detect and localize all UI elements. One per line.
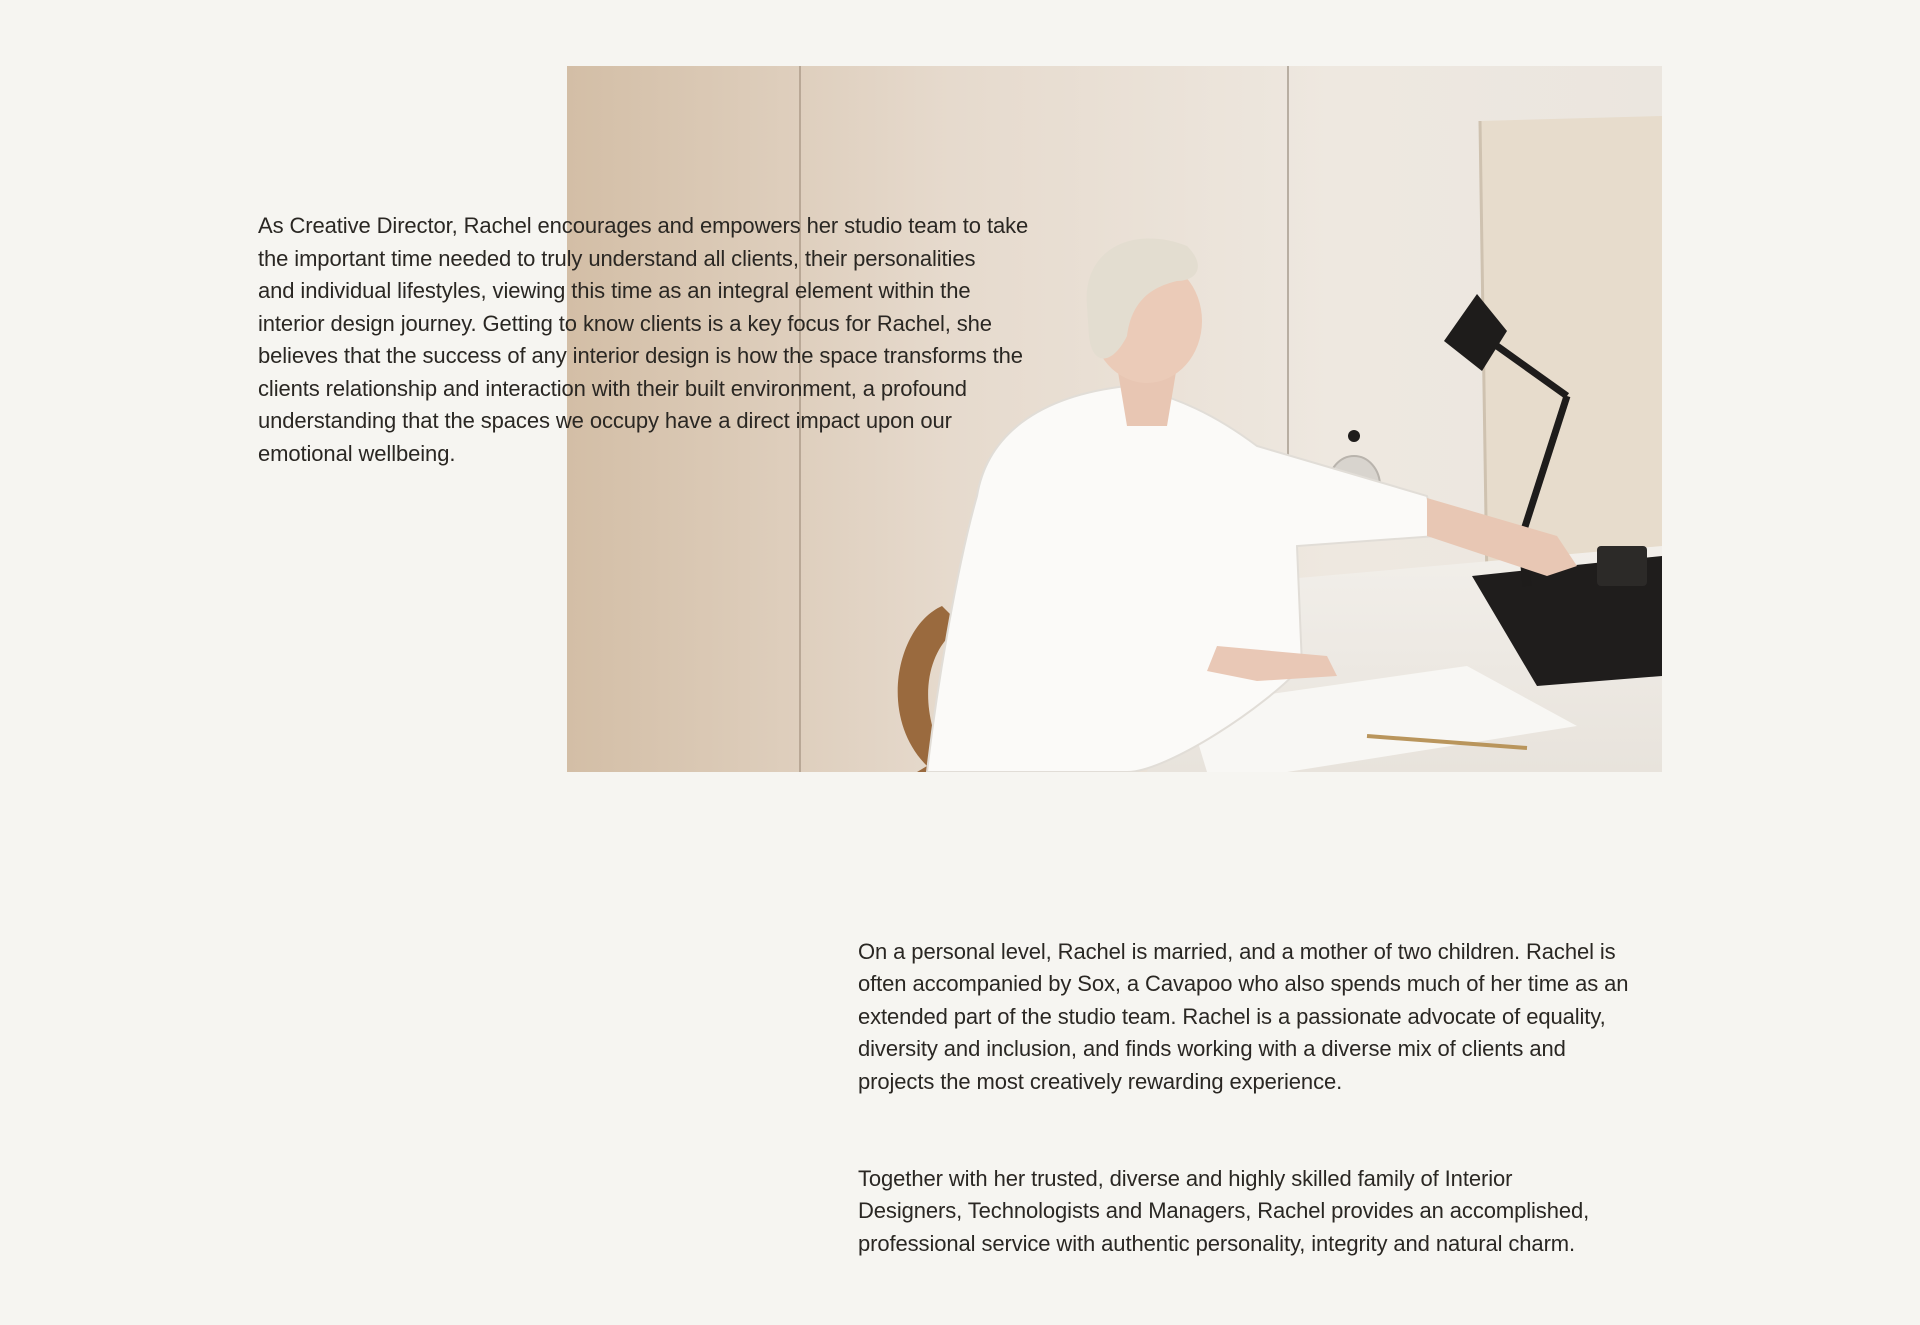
bio-paragraph-personal: On a personal level, Rachel is married, and a mother of two children. Rachel is often accompanied by Sox, a Cavapoo who also spends much of her time as an extended part of the studio team. Rachel is a passionate advocate of equality, diversity and inclusion, and finds working with a diverse mix of clients and projects the most creatively rewarding experience. xyxy=(858,938,1629,1094)
bio-paragraph-team: Together with her trusted, diverse and highly skilled family of Interior Designers, Technologists and Managers, Rachel provides an accomplished, professional service with authentic personality, integrity and natural charm. xyxy=(858,1165,1590,1256)
intro-paragraph: As Creative Director, Rachel encourages and empowers her studio team to take the important time needed to truly understand all clients, their personalities and individual lifestyles, viewing this time as an integral element within the interior design journey. Getting to know clients is a key focus for Rachel, she believes that the success of any interior design is how the space transforms the clients relationship and interaction with their built environment, a profound understanding that the spaces we occupy have a direct impact upon our emotional wellbeing. xyxy=(258,213,1029,466)
bio-section xyxy=(858,903,1678,1325)
